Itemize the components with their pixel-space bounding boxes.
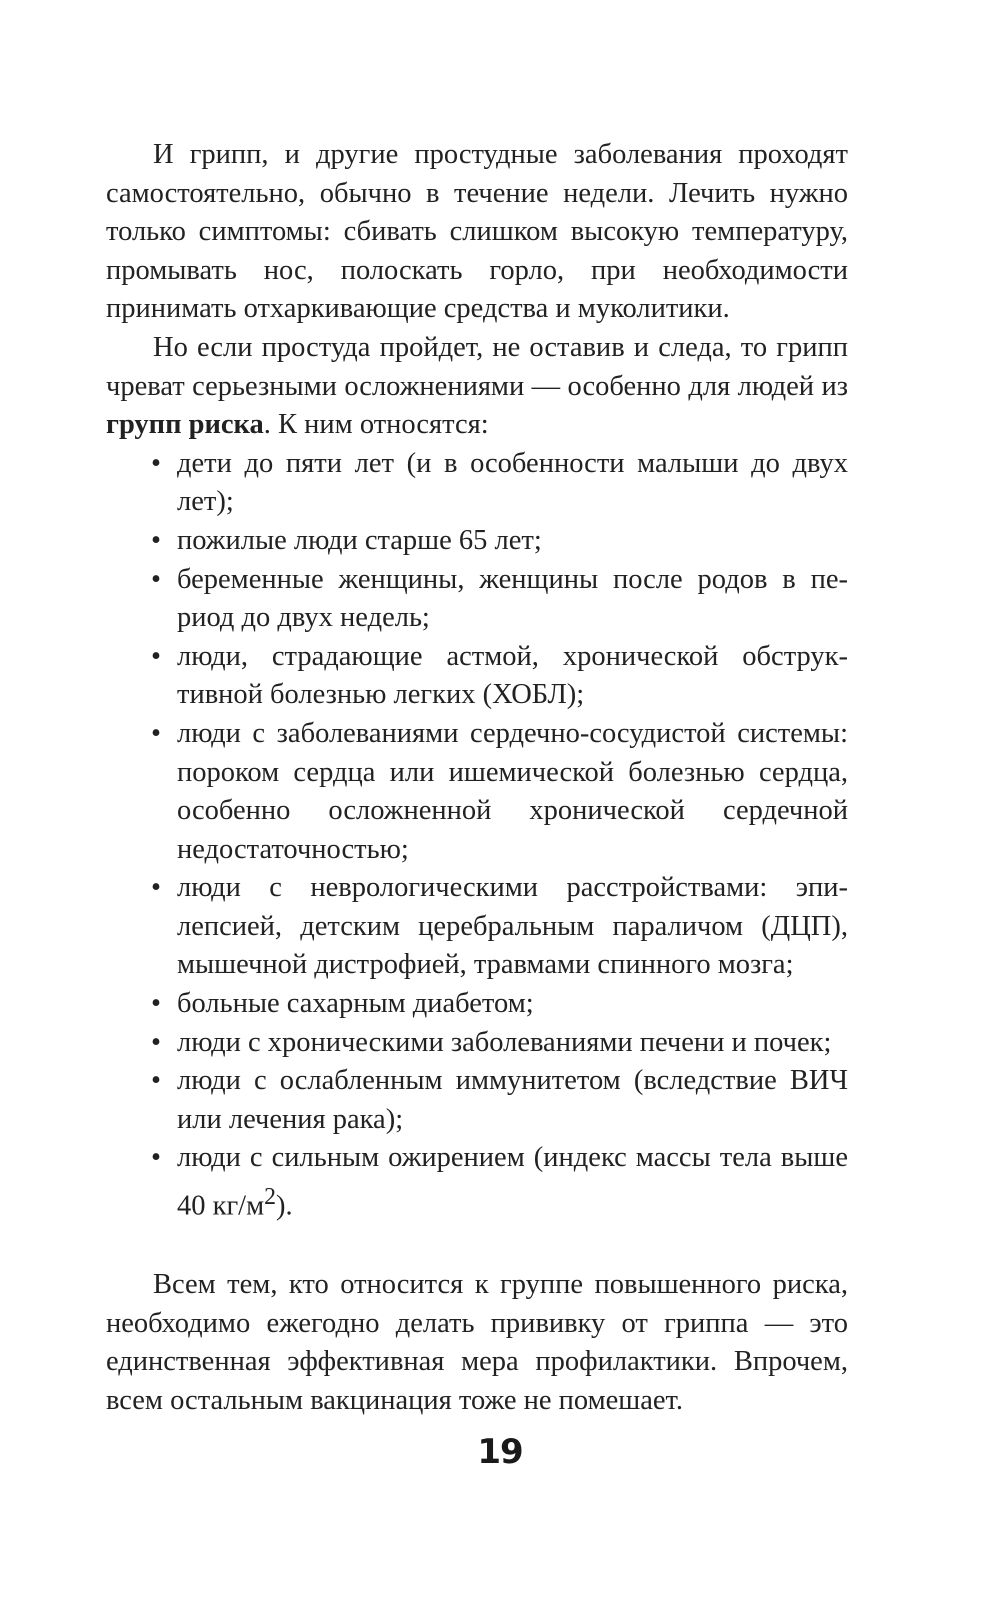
bullet-icon: • [151, 640, 161, 672]
list-item [106, 1062, 848, 1139]
bullet-icon: • [151, 1142, 161, 1174]
paragraph-flu-intro: И грипп, и другие простудные заболевания проходят самостоятельно, обычно в течение недели. Лечить нужно только симптомы: сбивать слишком высокую температуру, промывать нос, полоскать горло, при необходимости принимать отхаркивающие средства и муколитики. [106, 139, 848, 325]
list-item [106, 638, 848, 715]
list-item-text: беременные женщины, женщины после родов в период до двух недель; [177, 563, 848, 634]
list-item-text: люди с ослабленным иммунитетом (вследствие ВИЧ или лечения рака); [177, 1065, 848, 1135]
list-item-text: дети до пяти лет (и в особенности малыши до двух лет); [177, 447, 848, 518]
risk-groups-list [106, 445, 848, 1226]
paragraph-vaccination: Всем тем, кто относится к группе повышенного риска, необходимо ежегодно делать прививку от гриппа — это единственная эффективная мера профилактики. Впрочем, всем остальным вакцинация тоже не помешает. [106, 1269, 848, 1416]
list-item-suffix: ). [276, 1190, 293, 1222]
bullet-icon: • [151, 524, 161, 556]
list-item [106, 869, 848, 985]
list-item [106, 522, 848, 561]
bullet-icon: • [151, 1065, 161, 1097]
section-spacer [106, 1226, 848, 1266]
list-item-text: больные сахарным диабетом; [177, 988, 534, 1020]
page-number: 19 [477, 1432, 523, 1472]
bullet-icon: • [151, 717, 161, 749]
list-item-text: люди с заболеваниями сердечно-сосудистой системы: пороком сердца или ишемической болезнью сердца, особенно осложненной хронической сердечной недостаточностью; [177, 717, 848, 865]
list-item [106, 715, 848, 869]
bullet-icon: • [151, 447, 161, 479]
list-item-text: люди с неврологическими расстройствами: эпилепсией, детским церебральным параличом (ДЦП), мышечной дистрофией, травмами спинного мозга; [177, 872, 848, 981]
list-item-text: люди с сильным ожирением (индекс массы тела выше 40 кг/м [177, 1142, 848, 1222]
list-item [106, 561, 848, 638]
list-item [106, 1024, 848, 1063]
list-item [106, 445, 848, 522]
risk-groups-term: групп риска [106, 409, 264, 441]
list-item [106, 1139, 848, 1226]
bullet-icon: • [151, 872, 161, 904]
paragraph-risk-text-end: . К ним относятся: [263, 409, 489, 441]
paragraph-risk-groups-intro [106, 329, 848, 445]
paragraph-risk-text-start: Но если простуда пройдет, не оставив и следа, то грипп чреват серьезными осложнениями — особенно для людей из [106, 331, 848, 402]
bullet-icon: • [151, 563, 161, 595]
bullet-icon: • [151, 988, 161, 1020]
list-item-text: пожилые люди старше 65 лет; [177, 524, 542, 556]
page-body [106, 136, 848, 1421]
superscript-squared: 2 [264, 1184, 276, 1211]
list-item-text: люди с хроническими заболеваниями печени и почек; [177, 1026, 832, 1058]
bullet-icon: • [151, 1026, 161, 1058]
list-item-text: люди, страдающие астмой, хронической обструктивной болезнью легких (ХОБЛ); [177, 640, 848, 711]
list-item [106, 985, 848, 1024]
